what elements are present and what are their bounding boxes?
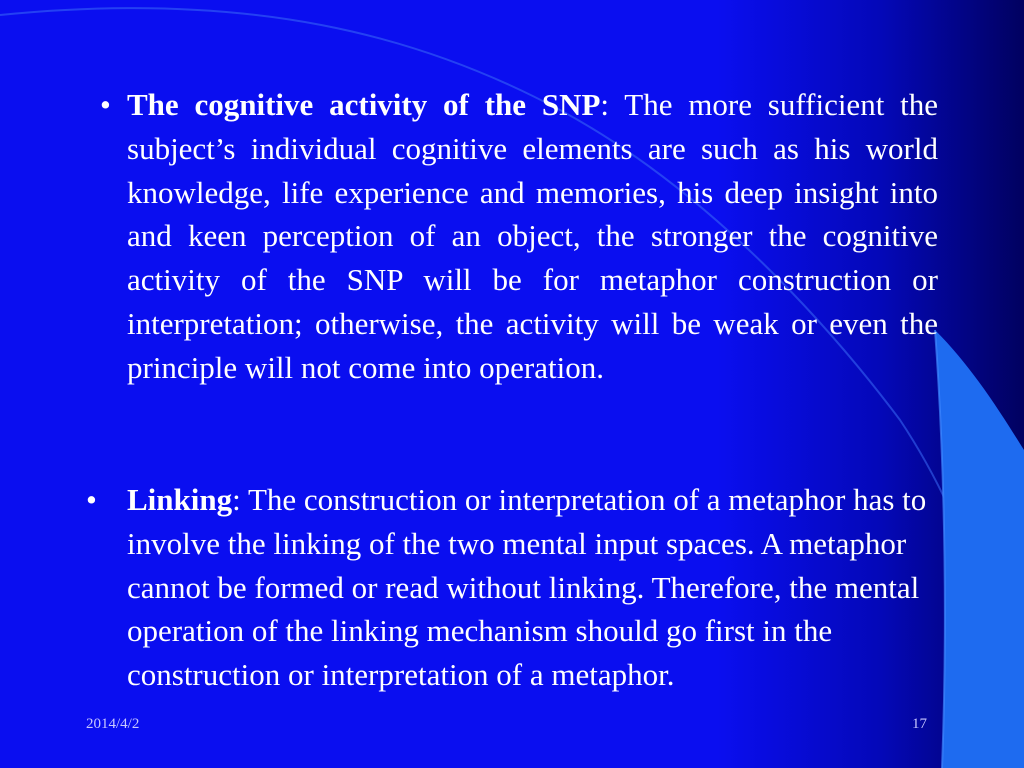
bullet-term: Linking [127,482,233,517]
bullet-cognitive-activity [100,83,938,390]
bullet-text [86,478,946,697]
bullet-text [100,83,938,390]
footer-date: 2014/4/2 [86,716,140,732]
footer-page-number: 17 [912,716,927,732]
bullet-term: The cognitive activity of the SNP [127,87,601,122]
bullet-body: The more sufficient the subject’s individual cognitive elements are such as his world knowledge, life experience and memories, his deep insight into and keen perception of an object, the stronger the cognitive activity of the SNP will be for metaphor construction or interpretation; otherwise, the activity will be weak or even the principle will not come into operation. [127,87,938,385]
bullet-marker: • [100,87,111,122]
bullet-linking [86,478,946,697]
bullet-separator: : [232,482,248,517]
bullet-separator: : [600,87,625,122]
bullet-marker: • [86,482,97,517]
bullet-body: The construction or interpretation of a metaphor has to involve the linking of the two mental input spaces. A metaphor cannot be formed or read without linking. Therefore, the mental operation of the linking mechanism should go first in the construction or interpretation of a metaphor. [127,482,927,693]
